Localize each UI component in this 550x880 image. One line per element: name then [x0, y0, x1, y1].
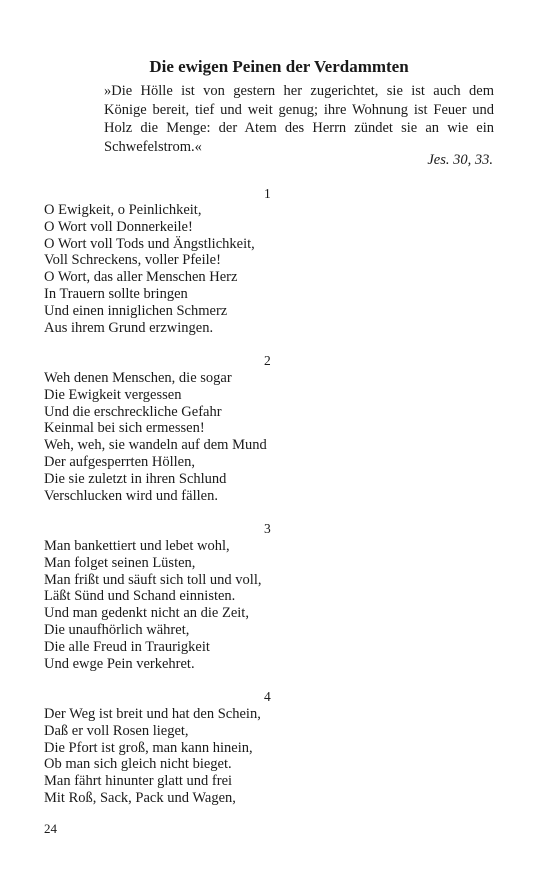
verse-line: O Wort voll Tods und Ängstlichkeit,: [44, 235, 255, 252]
epigraph: [104, 82, 494, 156]
epigraph-line: Holz die Menge: der Atem des Herrn zündet sie an wie ein: [104, 120, 494, 136]
stanza-number: 4: [264, 689, 271, 704]
verse-line: Der Weg ist breit und hat den Schein,: [44, 706, 261, 722]
verse-line: Voll Schreckens, voller Pfeile!: [44, 252, 221, 269]
epigraph-source: Jes. 30, 33.: [427, 152, 493, 168]
verse-line: Man folget seinen Lüsten,: [44, 554, 196, 571]
verse-line: Man frißt und säuft sich toll und voll,: [44, 571, 262, 588]
verse-line: O Wort voll Donnerkeile!: [44, 218, 193, 235]
verse-line: Mit Roß, Sack, Pack und Wagen,: [44, 789, 236, 806]
stanza: [44, 370, 267, 504]
verse-line: Man fährt hinunter glatt und frei: [44, 773, 233, 790]
stanza: [44, 538, 261, 672]
stanza-number: 1: [264, 186, 271, 201]
verse-line: O Wort, das aller Menschen Herz: [44, 269, 238, 286]
verse-line: Man bankettiert und lebet wohl,: [44, 538, 230, 554]
verse-line: Und man gedenkt nicht an die Zeit,: [44, 605, 249, 622]
verse-line: Weh, weh, sie wandeln auf dem Mund: [44, 437, 267, 454]
verse-line: In Trauern sollte bringen: [44, 285, 188, 302]
verse-line: Verschlucken wird und fällen.: [44, 487, 218, 504]
epigraph-line: Könige bereit, tief und weit genug; ihre Wohnung ist Feuer und: [104, 101, 494, 118]
verse-line: Läßt Sünd und Schand einnisten.: [44, 588, 236, 605]
verse-line: Und die erschreckliche Gefahr: [44, 403, 222, 420]
verse-line: Die Pfort ist groß, man kann hinein,: [44, 739, 253, 756]
epigraph-line: Schwefelstrom.«: [104, 138, 202, 155]
verse-line: Die alle Freud in Traurigkeit: [44, 638, 210, 655]
verse-line: Ob man sich gleich nicht bieget.: [44, 756, 232, 773]
verse-line: Und einen inniglichen Schmerz: [44, 302, 228, 319]
stanza-number: 2: [264, 353, 271, 368]
verse-line: Aus ihrem Grund erzwingen.: [44, 319, 214, 336]
verse-line: Die Ewigkeit vergessen: [44, 386, 182, 403]
epigraph-line: »Die Hölle ist von gestern her zugerichtet, sie ist auch dem: [104, 83, 494, 99]
verse-line: Daß er voll Rosen lieget,: [44, 722, 189, 739]
stanza-number: 3: [264, 521, 271, 536]
verse-line: Weh denen Menschen, die sogar: [44, 370, 232, 386]
stanza: [44, 706, 261, 807]
verse-line: Die sie zuletzt in ihren Schlund: [44, 470, 227, 487]
stanza: [44, 202, 255, 336]
verse-line: Und ewge Pein verkehret.: [44, 655, 195, 672]
verse-line: Die unaufhörlich währet,: [44, 621, 190, 638]
poem-title: [0, 57, 550, 77]
verse-line: O Ewigkeit, o Peinlichkeit,: [44, 202, 202, 218]
verse-line: Der aufgesperrten Höllen,: [44, 453, 195, 470]
poem-title-text: Die ewigen Peinen der Verdammten: [149, 57, 409, 76]
page-number: 24: [44, 821, 57, 836]
verse-line: Keinmal bei sich ermessen!: [44, 420, 205, 437]
